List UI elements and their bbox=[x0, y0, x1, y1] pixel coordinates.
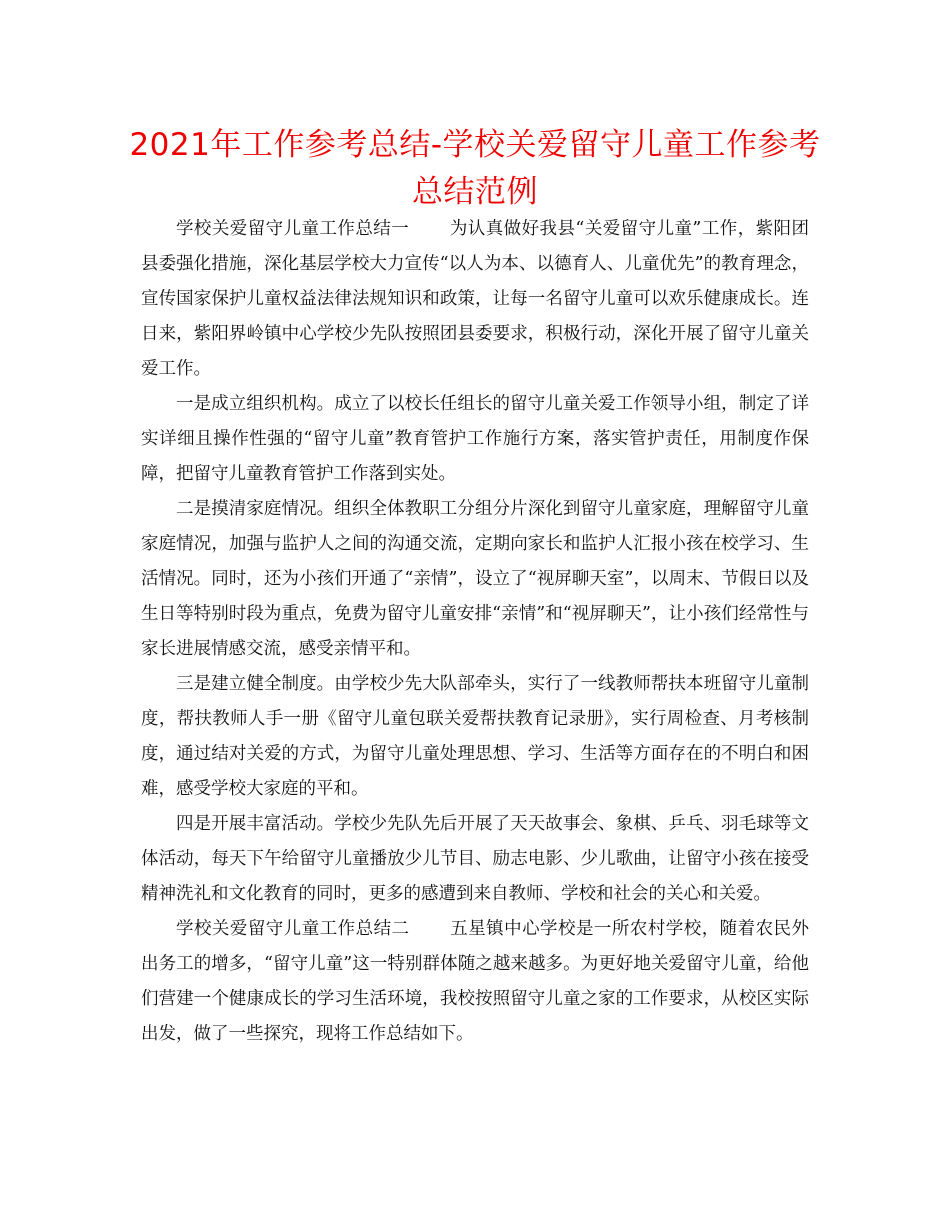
section-heading-summary-one: 学校关爱留守儿童工作总结一 bbox=[176, 219, 410, 239]
paragraph-text: 五星镇中心学校是一所农村学校，随着农民外出务工的增多，“留守儿童”这一特别群体随之越来越多。为更好地关爱留守儿童，给他们营建一个健康成长的学习生活环境，我校按照留守儿童之家的工作要求，从校区实际出发，做了一些探究，现将工作总结如下。 bbox=[141, 919, 810, 1044]
paragraph-summary-one-intro bbox=[141, 212, 809, 387]
paragraph-text: 二是摸清家庭情况。组织全体教职工分组分片深化到留守儿童家庭，理解留守儿童家庭情况，加强与监护人之间的沟通交流，定期向家长和监护人汇报小孩在校学习、生活情况。同时，还为小孩们开通了“亲情”，设立了“视屏聊天室”，以周末、节假日以及生日等特别时段为重点，免费为留守儿童安排“亲情”和“视屏聊天”，让小孩们经常性与家长进展情感交流，感受亲情平和。 bbox=[141, 499, 809, 659]
paragraph-family-situation bbox=[141, 492, 809, 667]
paragraph-text: 为认真做好我县“关爱留守儿童”工作，紫阳团县委强化措施，深化基层学校大力宣传“以人为本、以德育人、儿童优先”的教育理念，宣传国家保护儿童权益法律法规知识和政策，让每一名留守儿童可以欢乐健康成长。连日来，紫阳界岭镇中心学校少先队按照团县委要求，积极行动，深化开展了留守儿童关爱工作。 bbox=[141, 219, 809, 379]
paragraph-activities bbox=[141, 807, 809, 912]
document-body bbox=[141, 212, 809, 1052]
paragraph-organization bbox=[141, 387, 809, 492]
paragraph-system bbox=[141, 667, 809, 807]
paragraph-text: 四是开展丰富活动。学校少先队先后开展了天天故事会、象棋、乒乓、羽毛球等文体活动，每天下午给留守儿童播放少儿节目、励志电影、少儿歌曲，让留守小孩在接受精神洗礼和文化教育的同时，更多的感遭到来自教师、学校和社会的关心和关爱。 bbox=[141, 814, 809, 904]
paragraph-text: 一是成立组织机构。成立了以校长任组长的留守儿童关爱工作领导小组，制定了详实详细且操作性强的“留守儿童”教育管护工作施行方案，落实管护责任，用制度作保障，把留守儿童教育管护工作落到实处。 bbox=[141, 394, 809, 484]
paragraph-summary-two-intro bbox=[141, 912, 809, 1052]
section-heading-summary-two: 学校关爱留守儿童工作总结二 bbox=[176, 919, 410, 939]
document-title: 2021年工作参考总结-学校关爱留守儿童工作参考总结范例 bbox=[129, 127, 821, 210]
paragraph-text: 三是建立健全制度。由学校少先大队部牵头，实行了一线教师帮扶本班留守儿童制度，帮扶教师人手一册《留守儿童包联关爱帮扶教育记录册》，实行周检查、月考核制度，通过结对关爱的方式，为留守儿童处理思想、学习、生活等方面存在的不明白和困难，感受学校大家庭的平和。 bbox=[141, 674, 809, 799]
